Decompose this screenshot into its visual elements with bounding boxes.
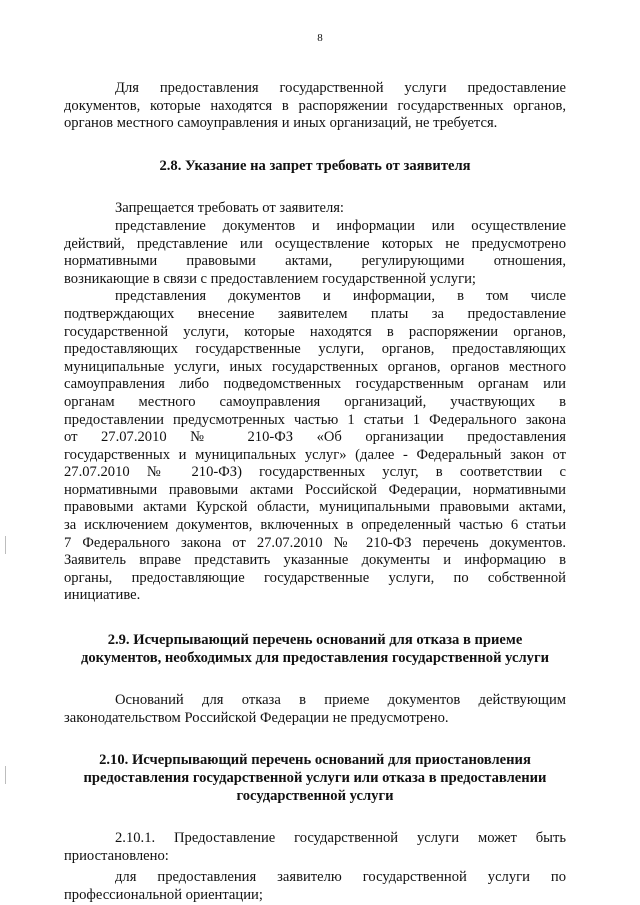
text-line: 2.10.1. Предоставление государственной услуги может быть [115, 830, 566, 847]
text-line: муниципальные услуги, иных государственных органов, органов местного [64, 358, 566, 375]
text-line: предоставляющих государственные услуги, органов, предоставляющих [64, 341, 566, 358]
text-line: самоуправления либо подведомственных государственным органам или [64, 376, 566, 393]
page-number: 8 [317, 32, 323, 44]
text-line: для предоставления заявителю государственной услуги по [115, 869, 566, 886]
text-line: органы, предоставляющие государственные услуги, по собственной [64, 569, 566, 586]
section-heading-2-10: предоставления государственной услуги или отказа в предоставлении [83, 770, 547, 786]
text-line: законодательством Российской Федерации не предусмотрено. [64, 709, 449, 726]
text-line: 27.07.2010 № 210-ФЗ) государственных услуг, в соответствии с [64, 464, 566, 481]
text-line: приостановлено: [64, 847, 169, 864]
text-line: действий, представление или осуществление которых не предусмотрено [64, 235, 566, 252]
text-line: представление документов и информации или осуществление [115, 217, 566, 234]
document-body [64, 80, 566, 905]
text-line: нормативными правовыми актами, регулирующими отношения, [64, 253, 566, 270]
text-line: от 27.07.2010 № 210-ФЗ «Об организации предоставления [64, 429, 566, 446]
text-line: документов, которые находятся в распоряжении государственных органов, [64, 97, 566, 114]
section-heading-2-8: 2.8. Указание на запрет требовать от заявителя [159, 157, 471, 174]
section-heading-2-9: документов, необходимых для предоставления государственной услуги [81, 649, 549, 666]
section-heading-2-10: государственной услуги [236, 787, 394, 804]
text-line: Оснований для отказа в приеме документов действующим [115, 692, 566, 709]
text-line: Для предоставления государственной услуги предоставление [115, 80, 566, 96]
text-line: органов местного самоуправления и иных организаций, не требуется. [64, 115, 498, 132]
section-heading-2-9: 2.9. Исчерпывающий перечень оснований для отказа в приеме [107, 632, 523, 649]
text-line: Заявитель вправе представить указанные документы и информацию в [64, 552, 566, 569]
text-line: предоставлении предусмотренных частью 1 статьи 1 Федерального закона [64, 411, 566, 428]
text-line: государственных и муниципальных услуг» (далее - Федеральный закон от [64, 446, 566, 463]
text-line: за исключением документов, включенных в определенный частью 6 статьи [64, 517, 566, 534]
text-line: инициативе. [64, 587, 141, 604]
text-line: подтверждающих внесение заявителем платы за предоставление [64, 305, 566, 322]
text-line: государственной услуги, которые находятся в распоряжении органов, [64, 323, 566, 340]
margin-mark [5, 536, 6, 554]
margin-mark [5, 766, 6, 784]
text-line: 7 Федерального закона от 27.07.2010 № 210-ФЗ перечень документов. [64, 534, 566, 551]
text-line: органам местного самоуправления организаций, участвующих в [64, 393, 566, 410]
text-line: нормативными правовыми актами Российской Федерации, нормативными [64, 481, 566, 498]
text-line: правовыми актами Курской области, муниципальными правовыми актами, [64, 499, 566, 516]
text-line: представления документов и информации, в том числе [115, 288, 566, 305]
section-heading-2-10: 2.10. Исчерпывающий перечень оснований для приостановления [99, 752, 531, 769]
text-line: профессиональной ориентации; [64, 886, 263, 903]
text-line: возникающие в связи с предоставлением государственной услуги; [64, 270, 476, 287]
text-line: Запрещается требовать от заявителя: [115, 200, 344, 217]
